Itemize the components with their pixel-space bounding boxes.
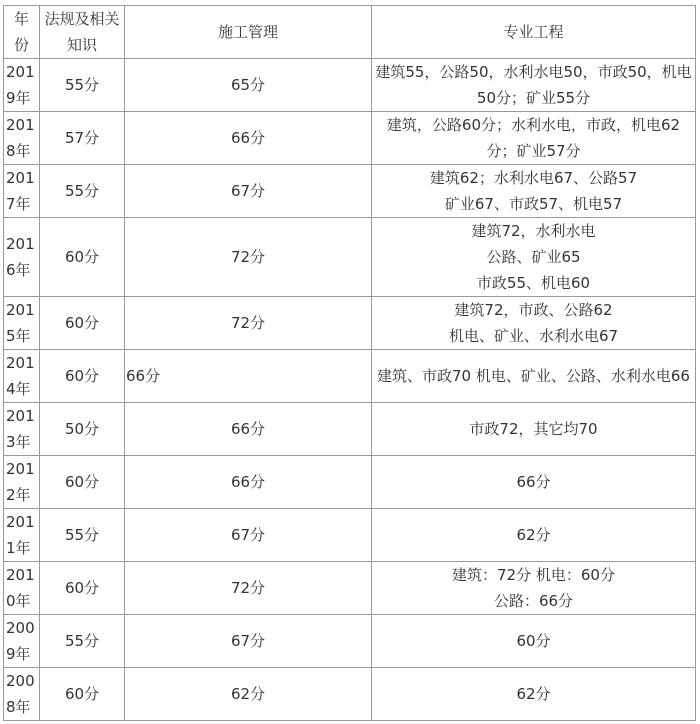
cell-management: 72分: [125, 562, 372, 615]
cell-professional: 建筑：72分 机电：60分 公路：66分: [372, 562, 696, 615]
cell-year: 2014年: [4, 350, 40, 403]
cell-year: 2015年: [4, 297, 40, 350]
cell-management: 67分: [125, 509, 372, 562]
cell-professional: 60分: [372, 615, 696, 668]
table-row: [4, 403, 696, 456]
cell-management: 66分: [125, 403, 372, 456]
table-row: [4, 668, 696, 721]
cell-professional: 市政72，其它均70: [372, 403, 696, 456]
cell-professional: 62分: [372, 509, 696, 562]
cell-professional: 建筑、市政70 机电、矿业、公路、水利水电66: [372, 350, 696, 403]
table-row: [4, 615, 696, 668]
cell-management: 65分: [125, 59, 372, 112]
passing-score-table: [3, 5, 696, 721]
cell-professional: 66分: [372, 456, 696, 509]
table-row: [4, 562, 696, 615]
cell-management: 66分: [125, 112, 372, 165]
cell-year: 2012年: [4, 456, 40, 509]
cell-professional: 建筑，公路60分；水利水电，市政，机电62分；矿业57分: [372, 112, 696, 165]
cell-management: 66分: [125, 350, 372, 403]
cell-law: 60分: [40, 297, 125, 350]
cell-year: 2010年: [4, 562, 40, 615]
cell-management: 72分: [125, 218, 372, 297]
cell-year: 2017年: [4, 165, 40, 218]
cell-law: 60分: [40, 456, 125, 509]
cell-year: 2011年: [4, 509, 40, 562]
cell-professional: 建筑72，水利水电 公路、矿业65 市政55、机电60: [372, 218, 696, 297]
table-row: [4, 350, 696, 403]
cell-professional: 62分: [372, 668, 696, 721]
cell-law: 55分: [40, 615, 125, 668]
cell-law: 55分: [40, 59, 125, 112]
table-row: [4, 218, 696, 297]
cell-professional: 建筑55，公路50，水利水电50，市政50，机电50分；矿业55分: [372, 59, 696, 112]
table-header-row: [4, 6, 696, 59]
cell-management: 67分: [125, 165, 372, 218]
cell-law: 57分: [40, 112, 125, 165]
cell-year: 2008年: [4, 668, 40, 721]
cell-management: 66分: [125, 456, 372, 509]
cell-law: 50分: [40, 403, 125, 456]
header-law: 法规及相关知识: [40, 6, 125, 59]
cell-management: 72分: [125, 297, 372, 350]
cell-year: 2018年: [4, 112, 40, 165]
cell-law: 55分: [40, 165, 125, 218]
table-row: [4, 297, 696, 350]
cell-year: 2016年: [4, 218, 40, 297]
cell-management: 67分: [125, 615, 372, 668]
cell-law: 55分: [40, 509, 125, 562]
cell-year: 2013年: [4, 403, 40, 456]
cell-law: 60分: [40, 668, 125, 721]
cell-year: 2009年: [4, 615, 40, 668]
table-row: [4, 165, 696, 218]
table-row: [4, 456, 696, 509]
cell-management: 62分: [125, 668, 372, 721]
cell-law: 60分: [40, 218, 125, 297]
header-professional: 专业工程: [372, 6, 696, 59]
table-row: [4, 112, 696, 165]
cell-professional: 建筑72，市政、公路62 机电、矿业、水利水电67: [372, 297, 696, 350]
cell-professional: 建筑62；水利水电67、公路57 矿业67、市政57、机电57: [372, 165, 696, 218]
cell-law: 60分: [40, 350, 125, 403]
header-year: 年份: [4, 6, 40, 59]
header-management: 施工管理: [125, 6, 372, 59]
cell-law: 60分: [40, 562, 125, 615]
table-row: [4, 509, 696, 562]
cell-year: 2019年: [4, 59, 40, 112]
table-row: [4, 59, 696, 112]
